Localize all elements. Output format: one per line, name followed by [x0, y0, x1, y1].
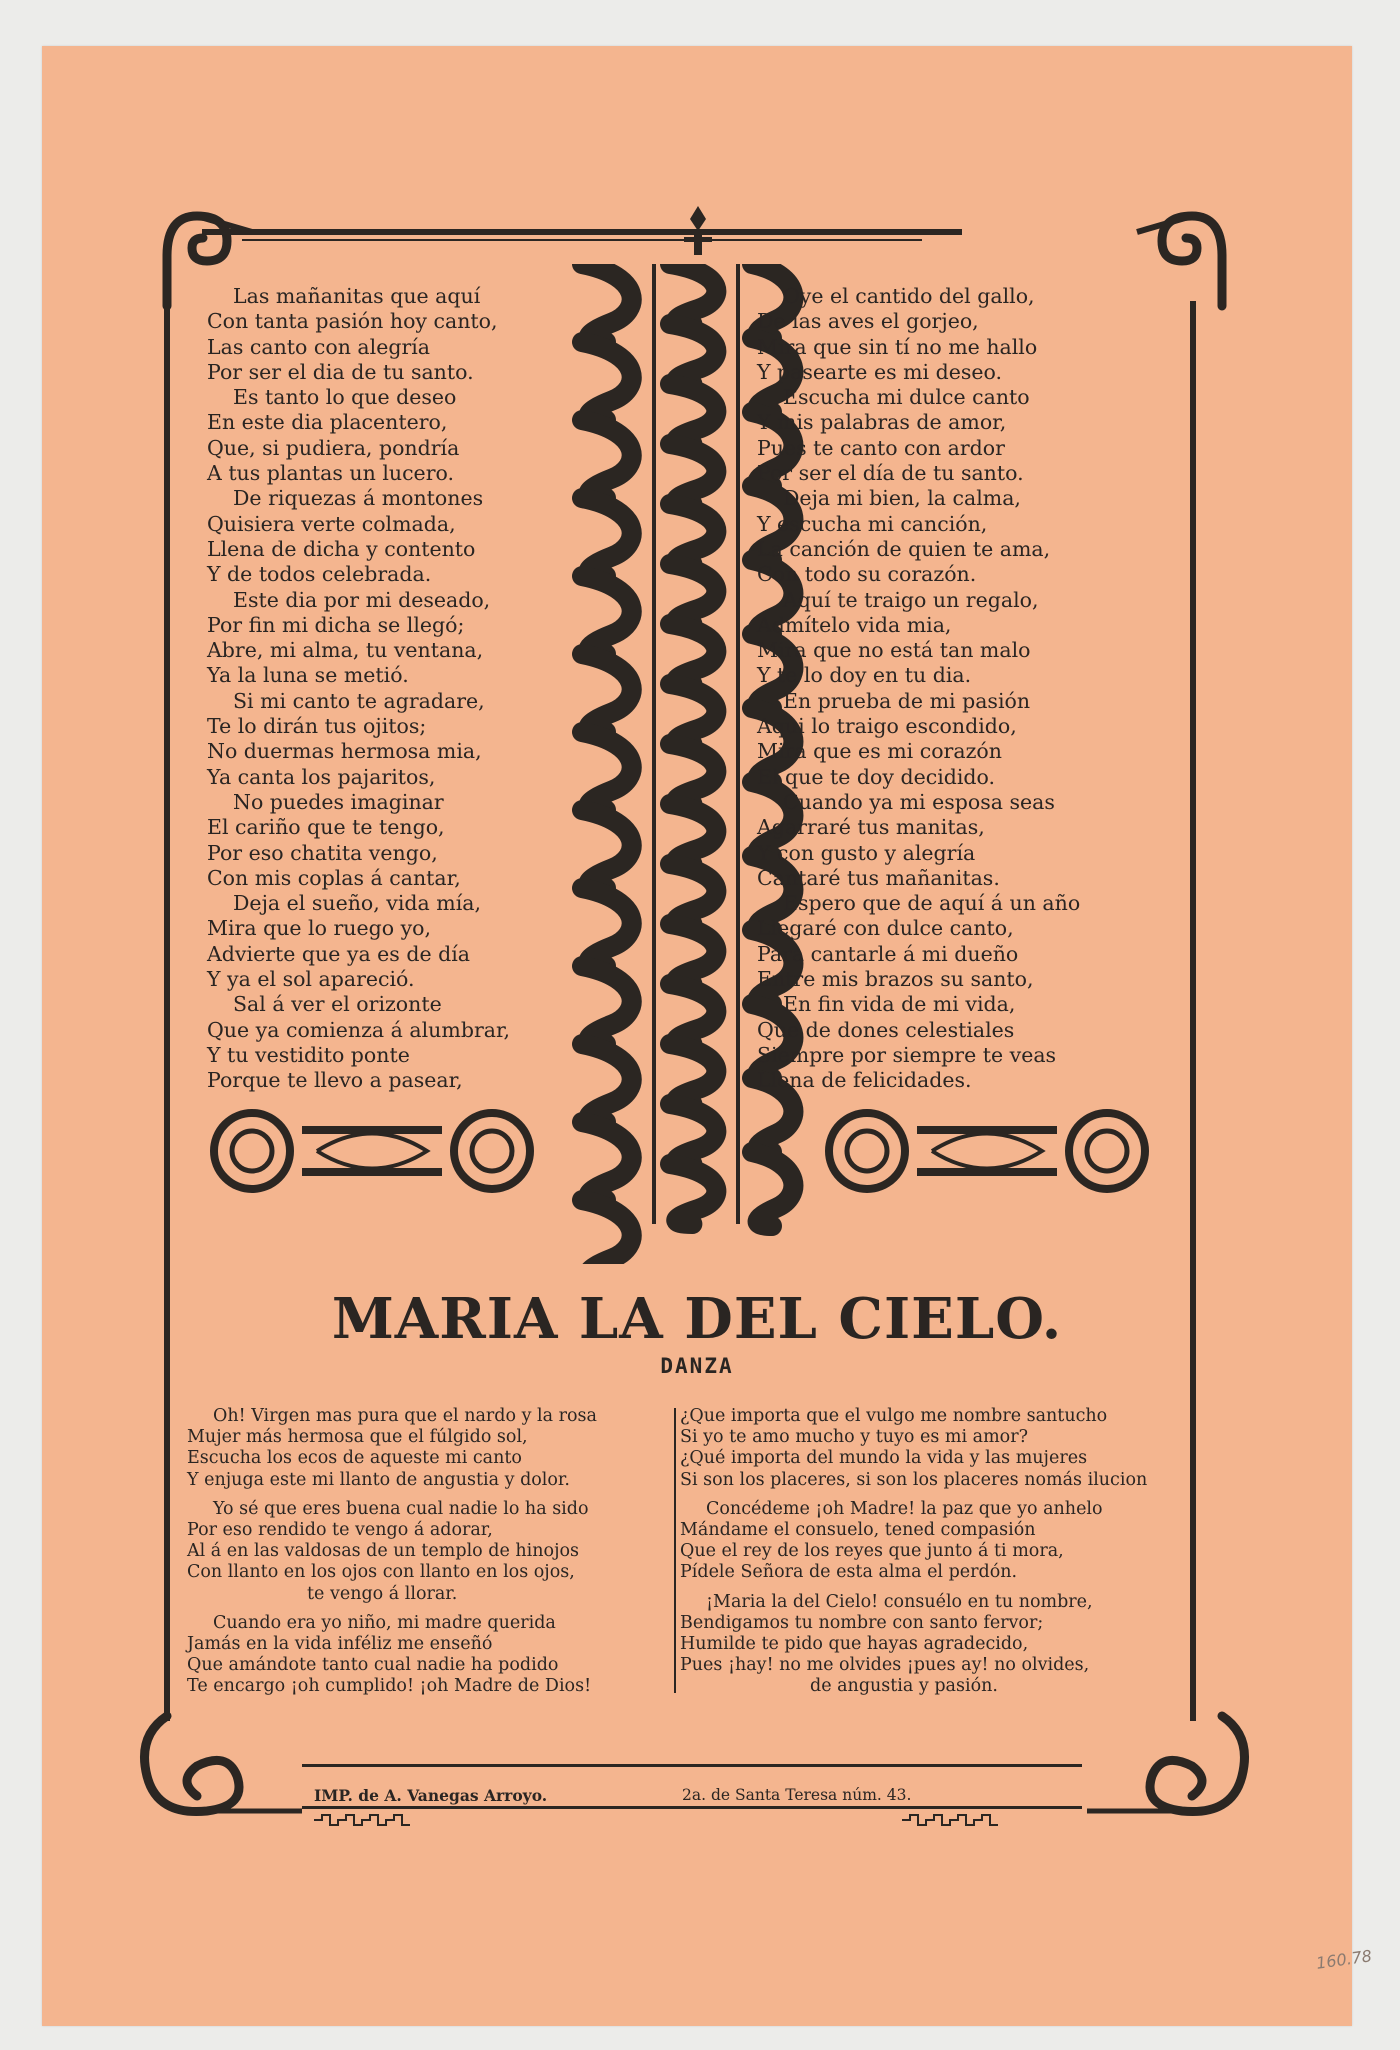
stanza-gap: [680, 1584, 1220, 1592]
danza-left-column: [187, 1406, 687, 1697]
verse-line: Y mis palabras de amor,: [757, 410, 1007, 435]
verse-line: El cariño que te tengo,: [207, 815, 445, 840]
danza-line: Y enjuga este mi llanto de angustia y dolor.: [187, 1469, 570, 1490]
braid-segment: [670, 504, 716, 564]
danza-line: Humilde te pido que hayas agradecido,: [680, 1633, 1029, 1654]
braid-segment: [582, 576, 632, 654]
braid-segment: [670, 624, 716, 684]
danza-line: Yo sé que eres buena cual nadie lo ha sido: [213, 1498, 589, 1519]
catalog-number: 160.78: [1314, 1946, 1374, 1973]
footer-greek-key-left: [314, 1814, 424, 1826]
braid-segment: [582, 888, 632, 966]
verse-line: Porque te llevo a pasear,: [207, 1068, 463, 1093]
verse-line: Deja mi bien, la calma,: [783, 486, 1021, 511]
danza-line: ¿Qué importa del mundo la vida y las mujeres: [680, 1448, 1088, 1469]
verse-line: Mira que no está tan malo: [757, 638, 1031, 663]
verse-line: Que, si pudiera, pondría: [207, 435, 460, 460]
danza-line: Al á en las valdosas de un templo de hinojos: [187, 1541, 580, 1562]
verse-line: Y tu vestidito ponte: [207, 1042, 410, 1067]
verse-line: De las aves el gorjeo,: [757, 309, 979, 334]
verse-line: Si mi canto te agradare,: [233, 688, 485, 713]
stanza-gap: [187, 1605, 687, 1613]
verse-line: Agarraré tus manitas,: [757, 815, 985, 840]
danza-line: Escucha los ecos de aqueste mi canto: [187, 1448, 522, 1469]
braid-segment: [582, 1200, 632, 1264]
verse-line: Cantaré tus mañanitas.: [757, 865, 1000, 890]
verse-line: Con todo su corazón.: [757, 562, 977, 587]
danza-line: Si son los placeres, si son los placeres nomás ilucion: [680, 1469, 1148, 1490]
verse-line: No duermas hermosa mia,: [207, 739, 482, 764]
verse-line: Por eso chatita vengo,: [207, 840, 438, 865]
left-verse-column: [207, 284, 597, 1094]
verse-line: Aquí te traigo un regalo,: [783, 587, 1039, 612]
corner-flourish-bottom-left: [127, 1706, 307, 1836]
verse-line: Llegaré con dulce canto,: [757, 916, 1014, 941]
verse-line: Con mis coplas á cantar,: [207, 865, 461, 890]
frame-left-rule: [164, 301, 170, 1721]
danza-line: Pues ¡hay! no me olvides ¡pues ay! no olvides,: [680, 1655, 1090, 1676]
braid-segment: [670, 1044, 716, 1104]
braid-segment: [582, 1122, 632, 1200]
verse-line: Deja el sueño, vida mía,: [233, 891, 482, 916]
verse-line: Aqui lo traigo escondido,: [757, 714, 1017, 739]
braid-segment: [582, 654, 632, 732]
braid-segment: [670, 264, 716, 324]
braid-segment: [670, 924, 716, 984]
verse-line: Con tanta pasión hoy canto,: [207, 309, 498, 334]
verse-line: Este dia por mi deseado,: [233, 587, 491, 612]
danza-line: Con llanto en los ojos con llanto en los ojos,: [187, 1562, 575, 1583]
danza-line: Que el rey de los reyes que junto á ti mora,: [680, 1541, 1064, 1562]
danza-line: Mujer más hermosa que el fúlgido sol,: [187, 1427, 528, 1448]
verse-line: Por fin mi dicha se llegó;: [207, 612, 465, 637]
braid-segment: [670, 564, 716, 624]
braid-segment: [670, 804, 716, 864]
braid-segment: [670, 744, 716, 804]
stanza-gap: [187, 1491, 687, 1499]
danza-line: Concédeme ¡oh Madre! la paz que yo anhelo: [706, 1498, 1103, 1519]
verse-line: Mira que es mi corazón: [757, 739, 1002, 764]
danza-line: Oh! Virgen mas pura que el nardo y la rosa: [213, 1406, 597, 1426]
verse-line: Quisiera verte colmada,: [207, 511, 456, 536]
printer-imprint: IMP. de A. Vanegas Arroyo.: [314, 1786, 548, 1805]
verse-line: Y te lo doy en tu dia.: [757, 663, 972, 688]
frame-top-rule: [202, 229, 962, 235]
verse-line: El que te doy decidido.: [757, 764, 996, 789]
verse-line: Mira que lo ruego yo,: [207, 916, 432, 941]
verse-line: Por ser el día de tu santo.: [757, 461, 1024, 486]
verse-line: Para cantarle á mi dueño: [757, 941, 1019, 966]
braid-segment: [582, 810, 632, 888]
danza-line: Jamás en la vida inféliz me enseñó: [187, 1633, 493, 1654]
verse-line: Y pasearte es mi deseo.: [757, 359, 1003, 384]
verse-line: En este dia placentero,: [207, 410, 448, 435]
danza-line: Que amándote tanto cual nadie ha podido: [187, 1655, 559, 1676]
frame-top-rule-thin: [242, 239, 922, 241]
danza-column-divider: [674, 1408, 676, 1693]
verse-line: Abre, mi alma, tu ventana,: [207, 638, 484, 663]
floral-ornament-left: [207, 1106, 537, 1196]
verse-line: Siempre por siempre te veas: [757, 1042, 1057, 1067]
frame-mid-rule: [302, 1764, 1082, 1767]
verse-line: Es tanto lo que deseo: [233, 385, 457, 410]
braid-segment: [582, 1044, 632, 1122]
braid-segment: [670, 1164, 716, 1224]
verse-line: Pues te canto con ardor: [757, 435, 1005, 460]
song-subtitle: DANZA: [660, 1354, 734, 1378]
danza-line: Por eso rendido te vengo á adorar,: [187, 1519, 493, 1540]
braid-segment: [670, 684, 716, 744]
verse-line: Ya canta los pajaritos,: [207, 764, 436, 789]
braid-segment: [582, 264, 632, 342]
verse-line: Y de todos celebrada.: [207, 562, 432, 587]
braid-segment: [752, 1152, 793, 1226]
verse-line: Llena de felicidades.: [757, 1068, 972, 1093]
braid-segment: [582, 420, 632, 498]
corner-flourish-bottom-right: [1082, 1706, 1262, 1836]
braid-segment: [670, 384, 716, 444]
verse-line: Oye el cantido del gallo,: [783, 284, 1035, 308]
braid-segment: [670, 1104, 716, 1164]
verse-line: Y ya el sol apareció.: [207, 967, 415, 992]
verse-line: De riquezas á montones: [233, 486, 484, 511]
verse-line: Espero que de aquí á un año: [783, 891, 1081, 916]
verse-line: Las canto con alegría: [207, 334, 431, 359]
verse-line: Cuando ya mi esposa seas: [783, 789, 1055, 814]
right-verse-column: [757, 284, 1177, 1094]
braid-segment: [670, 984, 716, 1044]
verse-line: Ya la luna se metió.: [207, 663, 409, 688]
danza-line: ¿Que importa que el vulgo me nombre santucho: [680, 1406, 1108, 1426]
braid-segment: [582, 732, 632, 810]
floral-ornament-right: [822, 1106, 1152, 1196]
danza-line: Mándame el consuelo, tened compasión: [680, 1519, 1036, 1540]
danza-line: te vengo á llorar.: [307, 1583, 458, 1604]
braid-segment: [582, 498, 632, 576]
verse-line: Y con gusto y alegría: [757, 840, 976, 865]
verse-line: Escucha mi dulce canto: [783, 385, 1030, 410]
danza-line: Pídele Señora de esta alma el perdón.: [680, 1562, 1018, 1583]
verse-line: Por ser el dia de tu santo.: [207, 359, 474, 384]
danza-right-column: [680, 1406, 1220, 1697]
frame-bottom-rule: [302, 1806, 1082, 1809]
footer-greek-key-right: [902, 1814, 1012, 1826]
verse-line: Admítelo vida mia,: [757, 612, 952, 637]
braid-segment: [582, 966, 632, 1044]
danza-line: Cuando era yo niño, mi madre querida: [213, 1612, 556, 1633]
danza-line: Si yo te amo mucho y tuyo es mi amor?: [680, 1427, 1028, 1448]
danza-line: de angustia y pasión.: [810, 1676, 998, 1697]
verse-line: Llena de dicha y contento: [207, 536, 476, 561]
verse-line: En prueba de mi pasión: [783, 688, 1031, 713]
verse-line: Que de dones celestiales: [757, 1017, 1015, 1042]
verse-line: Advierte que ya es de día: [207, 941, 471, 966]
stanza-gap: [680, 1491, 1220, 1499]
braid-segment: [670, 444, 716, 504]
verse-line: Te lo dirán tus ojitos;: [207, 714, 427, 739]
top-center-fleuron: [668, 201, 728, 261]
braid-segment: [582, 342, 632, 420]
song-title: MARIA LA DEL CIELO.: [331, 1286, 1063, 1352]
braid-segment: [670, 864, 716, 924]
danza-line: ¡Maria la del Cielo! consuélo en tu nombre,: [706, 1591, 1093, 1612]
verse-line: Y escucha mi canción,: [757, 511, 988, 536]
verse-line: En fin vida de mi vida,: [783, 992, 1016, 1017]
verse-line: No puedes imaginar: [233, 789, 444, 814]
broadside-sheet: [42, 46, 1352, 2026]
danza-line: Te encargo ¡oh cumplido! ¡oh Madre de Dios!: [187, 1676, 592, 1697]
verse-line: Entre mis brazos su santo,: [757, 967, 1034, 992]
braid-segment: [670, 324, 716, 384]
verse-line: La canción de quien te ama,: [757, 536, 1051, 561]
verse-line: A tus plantas un lucero.: [207, 461, 454, 486]
verse-line: Las mañanitas que aquí: [233, 284, 481, 308]
danza-line: Bendigamos tu nombre con santo fervor;: [680, 1612, 1044, 1633]
verse-line: Sal á ver el orizonte: [233, 992, 442, 1017]
verse-line: Que ya comienza á alumbrar,: [207, 1017, 511, 1042]
printer-address: 2a. de Santa Teresa núm. 43.: [682, 1786, 912, 1804]
verse-line: Mira que sin tí no me hallo: [757, 334, 1038, 359]
